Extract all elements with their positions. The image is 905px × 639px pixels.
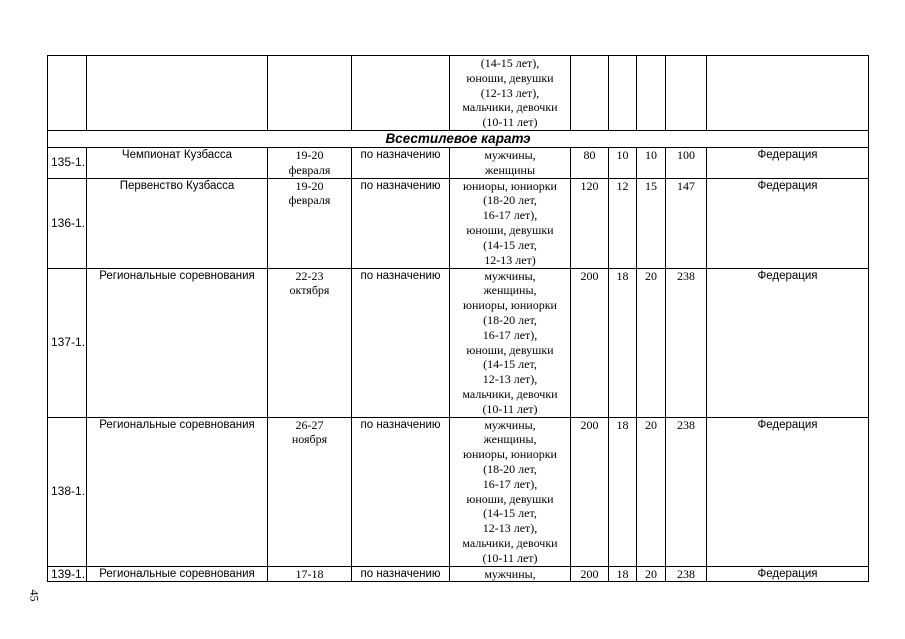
dates-line: 19-20 [295,178,324,193]
participants-line: юноши, девушки [466,342,554,357]
count-cell: 120 [571,178,609,268]
event-name: Первенство Кузбасса [87,178,268,268]
row-number: 139-1. [48,566,87,582]
table-row [48,178,869,268]
row-number: 137-1. [48,268,87,417]
participants-line: (14-15 лет, [483,237,537,252]
table-row [48,417,869,566]
dates-line: 19-20 [295,147,324,162]
participants-line: (18-20 лет, [483,193,537,208]
dates-line: февраля [288,162,331,177]
participants-line: (10-11 лет) [482,401,538,416]
total-cell: 238 [666,268,707,417]
event-name: Чемпионат Кузбасса [87,147,268,178]
event-place: по назначению [352,178,450,268]
dates-line: февраля [288,193,331,208]
event-name: Региональные соревнования [87,566,268,582]
event-place: по назначению [352,417,450,566]
event-place: по назначению [352,566,450,582]
participants-line: (14-15 лет, [483,357,537,372]
count-cell: 18 [609,268,637,417]
section-title: Всестилевое каратэ [48,130,869,147]
org-cell [707,56,869,131]
participants-cell [450,417,571,566]
participants-cell [450,147,571,178]
event-name: Региональные соревнования [87,268,268,417]
events-table [47,55,869,582]
participants-line: 16-17 лет), [482,208,538,223]
table-row [48,268,869,417]
count-cell: 10 [637,147,666,178]
participants-line: юноши, девушки [466,222,554,237]
place-cell [352,56,450,131]
row-number: 135-1. [48,147,87,178]
count-cell: 20 [637,566,666,582]
participants-line: (18-20 лет, [483,312,537,327]
event-place: по назначению [352,268,450,417]
dates-line: 17-18 [295,566,324,581]
participants-line: мальчики, девочки [462,535,558,550]
event-dates [268,178,352,268]
table-row [48,566,869,582]
event-dates [268,566,352,582]
participants-line: (14-15 лет, [483,506,537,521]
dates-line: 26-27 [295,417,324,432]
dates-line: ноября [291,432,328,447]
count-cell: 80 [571,147,609,178]
participants-line: юниоры, юниорки [463,298,557,313]
participants-line: мужчины, [484,417,536,432]
dates-line: 22-23 [295,268,324,283]
organizer: Федерация [707,417,869,566]
organizer: Федерация [707,178,869,268]
participants-line: 16-17 лет), [482,327,538,342]
participants-line: мужчины, [484,566,536,581]
event-name: Региональные соревнования [87,417,268,566]
table-row-continued [48,56,869,131]
total-cell: 147 [666,178,707,268]
num-cell [48,56,87,131]
participants-line: (18-20 лет, [483,461,537,476]
count-cell [609,56,637,131]
count-cell: 18 [609,417,637,566]
count-cell: 200 [571,417,609,566]
count-cell: 18 [609,566,637,582]
count-cell: 200 [571,566,609,582]
participants-line: мальчики, девочки [462,100,558,115]
name-cell [87,56,268,131]
total-cell: 238 [666,417,707,566]
organizer: Федерация [707,566,869,582]
participants-line: 16-17 лет), [482,476,538,491]
participants-line: мальчики, девочки [462,386,558,401]
row-number: 138-1. [48,417,87,566]
participants-line: (10-11 лет) [482,550,538,565]
participants-line: 12-13 лет) [484,252,536,267]
count-cell: 10 [609,147,637,178]
participants-line: (10-11 лет) [482,115,538,130]
count-cell [571,56,609,131]
count-cell [637,56,666,131]
event-dates [268,417,352,566]
participants-line: мужчины, [484,147,536,162]
participants-line: женщины, [483,432,537,447]
participants-line: мужчины, [484,268,536,283]
total-cell: 238 [666,566,707,582]
document-sheet [47,55,868,582]
participants-line: 12-13 лет), [482,372,538,387]
participants-cell [450,178,571,268]
total-cell [666,56,707,131]
count-cell: 15 [637,178,666,268]
participants-line: женщины [484,162,536,177]
page-number: 45 [27,589,42,602]
count-cell: 20 [637,268,666,417]
organizer: Федерация [707,147,869,178]
dates-cell [268,56,352,131]
count-cell: 12 [609,178,637,268]
dates-line: октября [289,283,330,298]
participants-line: (12-13 лет), [480,85,540,100]
participants-line: (14-15 лет), [480,56,540,70]
event-dates [268,268,352,417]
row-number: 136-1. [48,178,87,268]
participants-line: 12-13 лет), [482,521,538,536]
participants-line: юноши, девушки [466,70,554,85]
section-row [48,130,869,147]
organizer: Федерация [707,268,869,417]
participants-cell [450,566,571,582]
participants-line: юниоры, юниорки [463,447,557,462]
participants-line: женщины, [483,283,537,298]
table-row [48,147,869,178]
total-cell: 100 [666,147,707,178]
participants-cell [450,56,571,131]
count-cell: 20 [637,417,666,566]
participants-line: юноши, девушки [466,491,554,506]
participants-line: юниоры, юниорки [463,178,557,193]
event-place: по назначению [352,147,450,178]
event-dates [268,147,352,178]
count-cell: 200 [571,268,609,417]
participants-cell [450,268,571,417]
